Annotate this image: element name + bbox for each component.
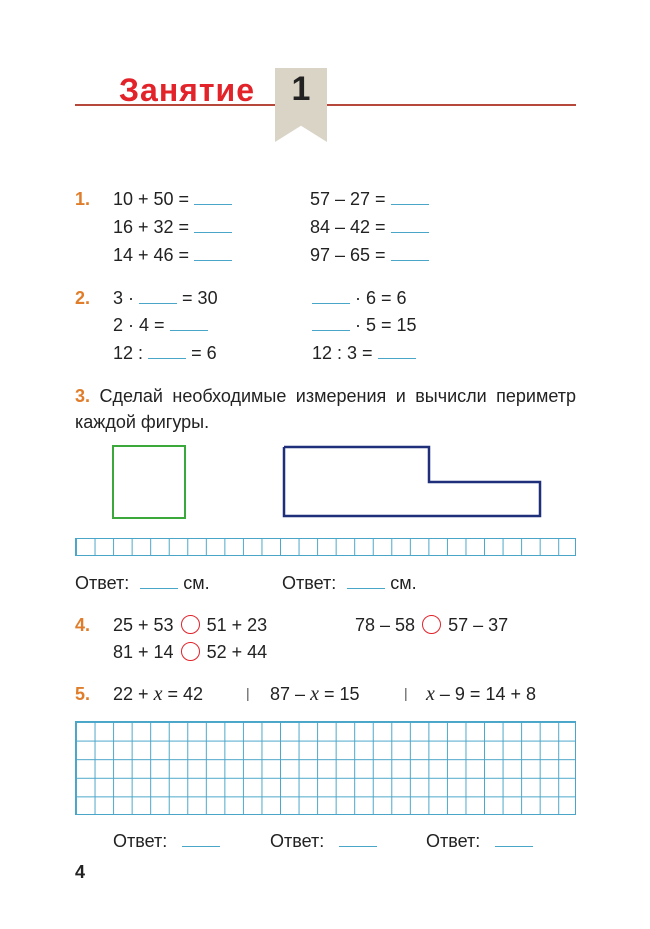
measurement-grid[interactable] — [75, 538, 576, 556]
exercise-5-number: 5. — [75, 684, 91, 704]
ex4-compare-3: 81 + 14 52 + 44 — [113, 642, 268, 662]
ex5-equation-2: 87 – x = 15 — [270, 683, 360, 705]
exercise-2-number: 2. — [75, 288, 91, 308]
answer-blank[interactable] — [194, 246, 232, 261]
exercise-3-number: 3. — [75, 386, 91, 406]
answer-blank[interactable] — [194, 218, 232, 233]
ex1-row-2-left: 16 + 32 = — [113, 216, 232, 238]
answer-blank[interactable] — [148, 344, 186, 359]
ex5-answer-2: Ответ: — [270, 830, 377, 852]
green-square — [112, 445, 186, 519]
ex4-compare-2: 78 – 58 57 – 37 — [355, 615, 509, 635]
ex1-row-1-right: 57 – 27 = — [310, 188, 429, 210]
ex2-row-3-left: 12 : = 6 — [113, 343, 217, 363]
ex3-answer-1: Ответ: см. — [75, 573, 210, 593]
answer-blank[interactable] — [339, 832, 377, 847]
solution-grid[interactable] — [75, 721, 576, 815]
ex2-row-1-left: 3 · = 30 — [113, 288, 218, 308]
answer-blank[interactable] — [391, 246, 429, 261]
ex5-answer-3: Ответ: — [426, 830, 533, 852]
answer-blank[interactable] — [495, 832, 533, 847]
answer-blank[interactable] — [391, 190, 429, 205]
ex2-row-2-right: · 5 = 15 — [312, 314, 417, 336]
answer-blank[interactable] — [378, 344, 416, 359]
ex1-row-3-left: 14 + 46 = — [113, 244, 232, 266]
answer-blank[interactable] — [312, 316, 350, 331]
compare-circle[interactable] — [181, 615, 200, 634]
answer-blank[interactable] — [312, 289, 350, 304]
ex5-answer-1: Ответ: — [113, 830, 220, 852]
separator: | — [404, 685, 408, 701]
exercise-3-text: 3. Сделай необходимые измерения и вычисли периметр каждой фигуры. — [75, 386, 576, 432]
ex1-row-1-left: 10 + 50 = — [113, 188, 232, 210]
lesson-title: Занятие — [119, 72, 255, 108]
answer-blank[interactable] — [139, 289, 177, 304]
ex2-row-1-right: · 6 = 6 — [312, 287, 407, 309]
ex5-equation-1: 22 + x = 42 — [113, 683, 204, 705]
exercise-1-number: 1. — [75, 189, 91, 209]
answer-blank[interactable] — [391, 218, 429, 233]
ex2-row-2-left: 2 · 4 = — [113, 314, 208, 336]
ex1-row-2-right: 84 – 42 = — [310, 216, 429, 238]
ex3-answer-2: Ответ: см. — [282, 573, 417, 593]
answer-blank[interactable] — [170, 316, 208, 331]
ex5-equation-3: x – 9 = 14 + 8 — [426, 683, 536, 705]
ex4-compare-1: 25 + 53 51 + 23 — [113, 615, 268, 635]
compare-circle[interactable] — [181, 642, 200, 661]
answer-blank[interactable] — [182, 832, 220, 847]
exercise-4-number: 4. — [75, 615, 91, 635]
page-number: 4 — [75, 862, 86, 882]
ex2-row-3-right: 12 : 3 = — [312, 342, 416, 364]
compare-circle[interactable] — [422, 615, 441, 634]
answer-blank[interactable] — [347, 574, 385, 589]
separator: | — [246, 685, 250, 701]
answer-blank[interactable] — [194, 190, 232, 205]
blue-polygon — [280, 443, 545, 521]
lesson-number: 1 — [291, 70, 311, 108]
answer-blank[interactable] — [140, 574, 178, 589]
ex1-row-3-right: 97 – 65 = — [310, 244, 429, 266]
